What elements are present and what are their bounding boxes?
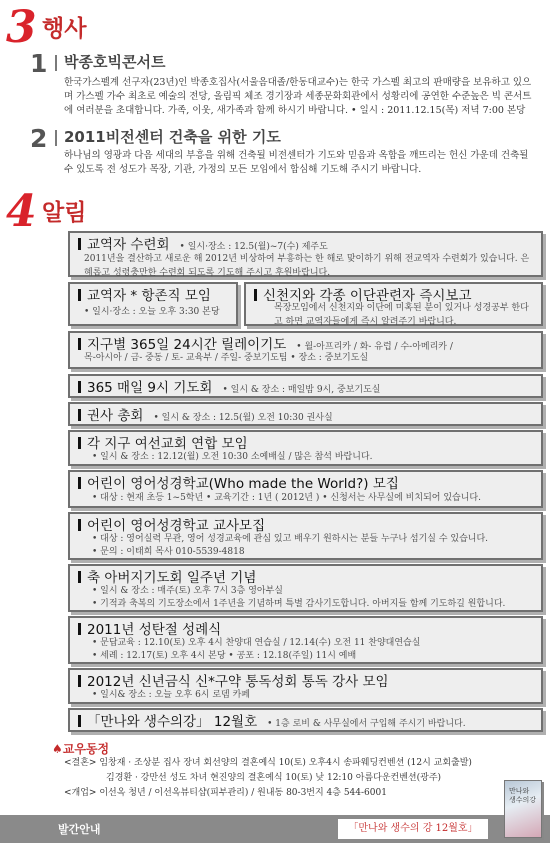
notice-box-fathers-prayer — [68, 564, 543, 612]
section-number-notices: 4 — [6, 186, 37, 237]
notice-meta: • 일시 & 장소 : 매일밤 9시, 중보기도실 — [222, 385, 381, 395]
notice-body: 2011년을 결산하고 새로운 해 2012년 비상하여 부흥하는 한 해로 맞이하기 위해 전교역자 수련회가 있습니다. 은혜롭고 성령충만한 수련회 되도록 기도해 주시고 후원바랍니다. — [84, 254, 530, 278]
staff-news-line: <결혼> 임창재 · 조상분 집사 장녀 회선양의 결혼예식 10(토) 오후4시 송파웨딩컨벤션 (12시 교회출발) — [64, 758, 472, 768]
notice-body: • 대상 : 현재 초등 1~5학년 • 교육기간 : 1년 ( 2012년 ) • 신청서는 사무실에 비치되어 있습니다. — [92, 493, 481, 503]
notice-box-deaconess-meeting — [68, 402, 543, 426]
notice-meta: • 1층 로비 & 사무실에서 구입해 주시기 바랍니다. — [267, 719, 466, 729]
event-item-number: 1 — [30, 49, 48, 78]
notice-box-retreat — [68, 231, 543, 277]
notice-box-relay-prayer — [68, 331, 543, 369]
notice-body-line: • 문의 : 이태희 목사 010-5539-4818 — [92, 547, 245, 557]
notice-title: 「만나와 생수의강」 12월호 • 1층 로비 & 사무실에서 구입해 주시기 바랍니다. — [78, 713, 466, 733]
notice-title: 축 아버지기도회 일주년 기념 — [78, 569, 256, 587]
notice-title: 어린이 영어성경학교(Who made the World?) 모집 — [78, 475, 399, 493]
notice-title: 권사 총회 • 일시 & 장소 : 12.5(월) 오전 10:30 권사실 — [78, 407, 333, 427]
section-title-events: 행사 — [42, 16, 87, 42]
notice-title: 2012년 신년금식 신*구약 통독성회 통독 강사 모임 — [78, 673, 389, 691]
notice-meta: • 월-아프리카 / 화- 유럽 / 수-아메리카 / — [296, 342, 453, 352]
notice-title: 365 매일 9시 기도회 • 일시 & 장소 : 매일밤 9시, 중보기도실 — [78, 379, 380, 399]
notice-box-christmas-sacrament — [68, 616, 543, 664]
notice-meta: • 일시·장소 : 12.5(월)~7(수) 제주도 — [179, 242, 328, 252]
event-item-body: 하나님의 영광과 다음 세대의 부흥을 위해 건축될 비전센터가 기도와 믿음과 옥합을 깨뜨리는 헌신 가운데 건축될 수 있도록 전 성도가 목장, 기관, 가정의 모든 모임에서 합심해 기도해 주시기 바랍니다. — [64, 150, 529, 175]
staff-news-line: <개업> 이선옥 청년 / 이선옥뷰티샵(피부관리) / 원내동 80-3번지 4층 544-6001 — [64, 788, 387, 798]
notice-box-heresy-report — [244, 282, 543, 326]
notice-body-line: • 세례 : 12.17(토) 오후 4시 본당 • 공포 : 12.18(주일) 11시 예배 — [92, 651, 357, 661]
notice-box-teacher-recruit — [68, 512, 543, 560]
notice-body: 목-아시아 / 금- 중동 / 토- 교육부 / 주일- 중보기도팀 • 장소 : 중보기도실 — [84, 353, 369, 363]
event-item-title: 2011비전센터 건축을 위한 기도 — [64, 128, 281, 146]
notice-title: 신천지와 각종 이단관련자 즉시보고 — [254, 287, 472, 305]
section-title-notices: 알림 — [42, 200, 87, 226]
notice-body: • 일시·장소 : 오늘 오후 3:30 본당 — [84, 307, 220, 317]
notice-title: 교역자 * 항존직 모임 — [78, 287, 211, 305]
footer-label: 발간안내 — [58, 823, 101, 836]
magazine-cover-image[interactable] — [504, 780, 542, 838]
event-item-number: 2 — [30, 124, 48, 153]
event-item-body: 한국가스펠계 선구자(23년)인 박종호집사(서울음대졸/한동대교수)는 한국 가스펠 최고의 판매량을 보유하고 있으며 가스펠 가수 최초로 예술의 전당, 올림픽 체조 경기장과 세종문화회관에서 성황리에 공연한 수준높은 빅 콘서트에 여러분을 초대합니다. 가족, 이웃, 새가족과 함께 하시기 바랍니다. • 일시 : 2011.12.15(목) 저녁 7:00 본당 — [64, 77, 532, 116]
staff-news-line: 김경환 · 강만선 성도 차녀 현진양의 결혼예식 10(토) 낮 12:10 아름다운컨벤션(광주) — [106, 773, 442, 783]
section-number-events: 3 — [6, 2, 37, 53]
divider — [55, 55, 57, 71]
notice-box-womens-mission — [68, 430, 543, 466]
notice-box-staff-meeting — [68, 282, 238, 326]
notice-body: • 일시& 장소 : 오늘 오후 6시 로뎀 카페 — [92, 690, 250, 700]
notice-box-daily-prayer — [68, 374, 543, 398]
notice-title: 2011년 성탄절 성례식 — [78, 621, 221, 639]
magazine-link[interactable]: 「만나와 생수의 강 12월호」 — [338, 819, 488, 839]
spade-icon: ♠ — [52, 742, 63, 756]
notice-box-kids-bible-school — [68, 470, 543, 508]
staff-news-title: ♠교우동정 — [52, 742, 110, 756]
publication-footer — [0, 815, 550, 843]
notice-body: 목장모임에서 신천지와 이단에 미혹된 분이 있거나 성경공부 한다고 하면 교역자들에게 즉시 알려주기 바랍니다. — [274, 303, 529, 327]
magazine-cover-title: 만나와 생수의강 — [509, 787, 537, 804]
notice-title: 교역자 수련회 • 일시·장소 : 12.5(월)~7(수) 제주도 — [78, 236, 328, 256]
notice-box-newyear-fasting — [68, 668, 543, 704]
notice-meta: • 일시 & 장소 : 12.5(월) 오전 10:30 권사실 — [153, 413, 333, 423]
divider — [55, 130, 57, 146]
event-item-title: 박종호빅콘서트 — [64, 53, 166, 71]
notice-title: 어린이 영어성경학교 교사모집 — [78, 517, 265, 535]
notice-body-line: • 기적과 축복의 기도장소에서 1주년을 기념하며 특별 감사기도합니다. 아버지들 함께 기도하길 원합니다. — [92, 599, 506, 609]
notice-body-line: • 문답교육 : 12.10(토) 오후 4시 찬양대 연습실 / 12.14(수) 오전 11 찬양대연습실 — [92, 638, 421, 648]
notice-title: 각 지구 여선교회 연합 모임 — [78, 435, 248, 453]
notice-box-magazine — [68, 708, 543, 732]
notice-body-line: • 대상 : 영어실력 무관, 영어 성경교육에 관심 있고 배우기 원하시는 분들 누구나 섬기실 수 있습니다. — [92, 534, 489, 544]
notice-body: • 일시 & 장소 : 12.12(월) 오전 10:30 소예배실 / 많은 참석 바랍니다. — [92, 452, 373, 462]
notice-title: 지구별 365일 24시간 릴레이기도 • 월-아프리카 / 화- 유럽 / 수-아메리카 / — [78, 336, 453, 356]
notice-body-line: • 일시 & 장소 : 매주(토) 오후 7시 3층 영아부실 — [92, 586, 283, 596]
